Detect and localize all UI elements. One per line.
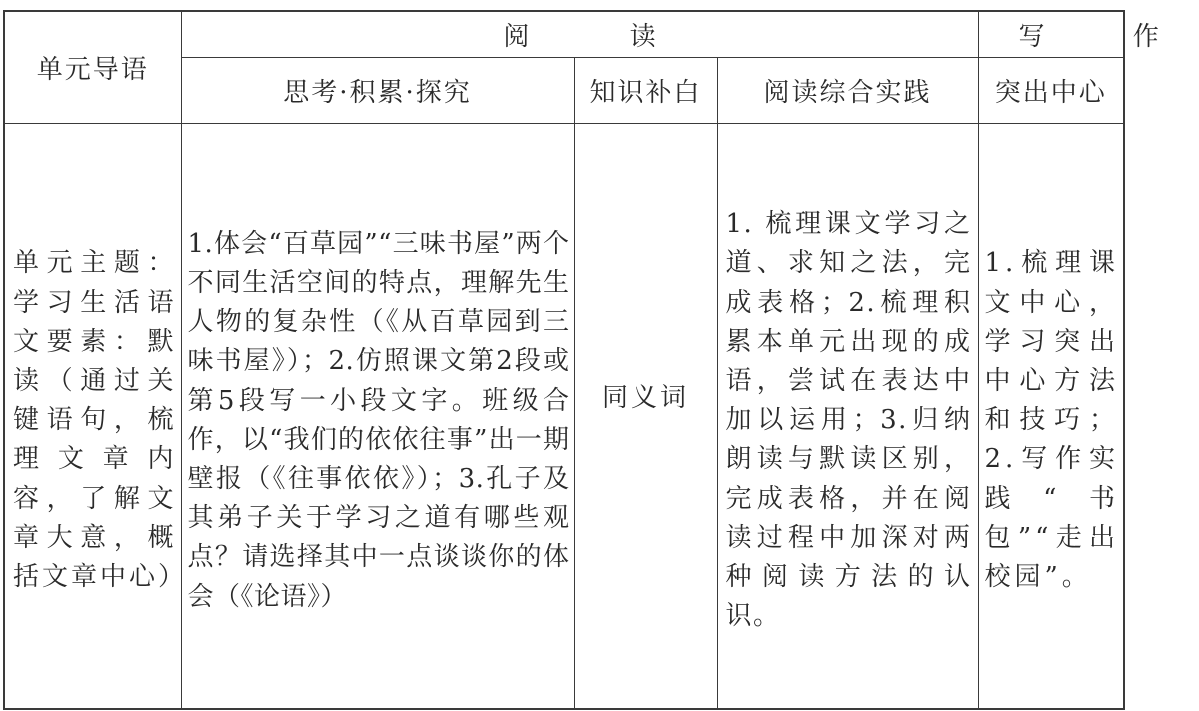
header-reading-practice: 阅读综合实践: [717, 57, 978, 123]
reading-practice-text: 1. 梳理课文学习之道、求知之法，完成表格；2.梳理积累本单元出现的成语，尝试在表达中加以运用；3.归纳朗读与默读区别，完成表格，并在阅读过程中加深对两种阅读方法的认识。: [725, 209, 972, 632]
header-knowledge-supplement: 知识补白: [574, 57, 717, 123]
body-row: [4, 123, 1124, 709]
highlight-center-text: 1.梳理课文中心，学习突出中心方法和技巧；2.写作实践“书包”“走出校园”。: [984, 248, 1120, 592]
header-highlight-center: 突出中心: [978, 57, 1124, 123]
header-reading: 阅 读: [181, 11, 978, 57]
header-writing: 写 作: [978, 11, 1124, 57]
cell-highlight-center: [978, 123, 1124, 709]
header-unit-guide: 单元导语: [4, 11, 181, 123]
cell-reading-practice: [717, 123, 978, 709]
header-think-accumulate-explore: 思考·积累·探究: [181, 57, 574, 123]
unit-guide-text: 单元主题：学习生活语文要素：默读（通过关键语句，梳理文章内容，了解文章大意，概括文章中心）: [13, 248, 188, 592]
cell-think-accumulate-explore: [181, 123, 574, 709]
think-accumulate-explore-text: 1.体会“百草园”“三味书屋”两个不同生活空间的特点，理解先生人物的复杂性（《从百草园到三味书屋》）；2.仿照课文第2段或第5段写一小段文字。班级合作，以“我们的依依往事”出一期壁报（《往事依依》）；3.孔子及其弟子关于学习之道有哪些观点？请选择其中一点谈谈你的体会（《论语》）: [187, 228, 570, 612]
cell-unit-guide: [4, 123, 188, 709]
knowledge-supplement-text: 同义词: [601, 383, 689, 414]
header-row-1: [4, 11, 1124, 57]
cell-knowledge-supplement: [574, 123, 717, 709]
unit-overview-table: [3, 10, 1199, 710]
